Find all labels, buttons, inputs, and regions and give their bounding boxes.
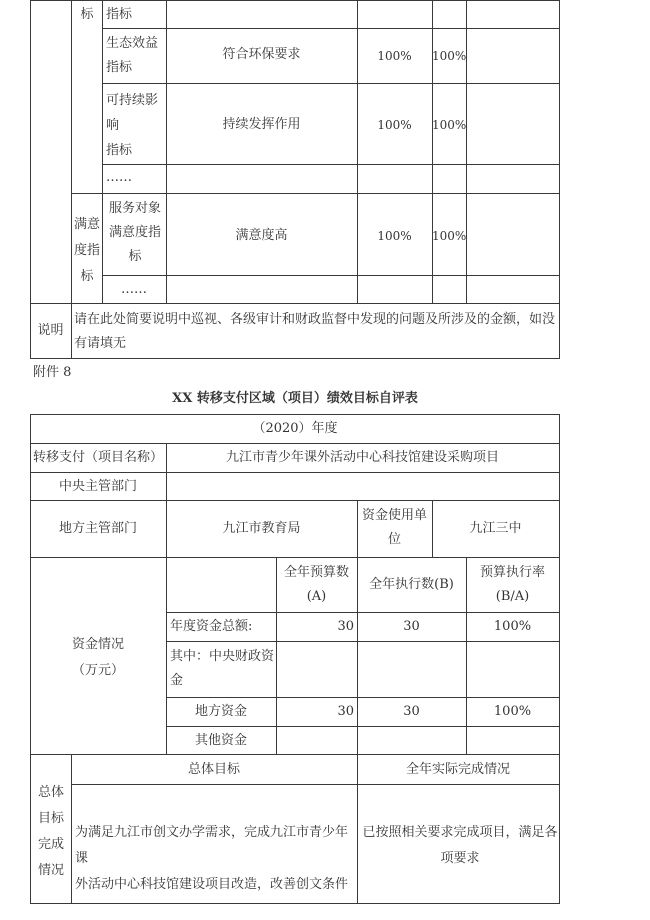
budget-header: 全年预算数 (A) bbox=[283, 565, 349, 604]
sustainability-indicator-value: 持续发挥作用 bbox=[222, 117, 301, 132]
page-title: XX 转移支付区域（项目）绩效目标自评表 bbox=[172, 391, 418, 406]
year-header: （2020）年度 bbox=[252, 421, 338, 436]
sustainability-actual: 100% bbox=[432, 118, 467, 132]
eco-indicator-value: 符合环保要求 bbox=[222, 47, 301, 62]
satisfaction-indicator-value: 满意度高 bbox=[235, 228, 288, 243]
fund-row-name: 其中：中央财政资 金 bbox=[170, 649, 275, 688]
eco-benefit-indicator: 生态效益 指标 bbox=[106, 36, 159, 75]
table1-line bbox=[102, 0, 103, 303]
indicator-name-fragment: 指标 bbox=[106, 7, 133, 22]
central-dept-label: 中央主管部门 bbox=[58, 479, 137, 494]
table2-line bbox=[30, 472, 560, 473]
local-dept-label: 地方主管部门 bbox=[58, 521, 137, 536]
fund-row-name: 地方资金 bbox=[194, 704, 247, 719]
indicator-category-fragment: 标 bbox=[80, 7, 94, 22]
table1-line bbox=[466, 0, 467, 303]
execution-header: 全年执行数(B) bbox=[369, 577, 454, 592]
fund-row-budget: 30 bbox=[337, 704, 354, 719]
eco-actual: 100% bbox=[432, 49, 467, 63]
satisfaction-actual: 100% bbox=[432, 229, 467, 243]
sustainability-target: 100% bbox=[377, 118, 412, 132]
table1-border bbox=[30, 0, 31, 358]
actual-completion-header: 全年实际完成情况 bbox=[405, 762, 510, 777]
fund-user-label: 资金使用单 位 bbox=[361, 508, 427, 547]
table2-line bbox=[166, 641, 560, 642]
table1-line bbox=[102, 275, 560, 276]
table2-line bbox=[166, 697, 560, 698]
execution-rate-header: 预算执行率 (B/A) bbox=[479, 565, 545, 604]
fund-row-rate: 100% bbox=[493, 619, 532, 634]
sustainability-indicator: 可持续影 响 指标 bbox=[106, 93, 159, 158]
transfer-project-name: 九江市青少年课外活动中心科技馆建设采购项目 bbox=[225, 450, 499, 465]
table1-line bbox=[102, 28, 560, 29]
table2-line bbox=[30, 500, 560, 501]
overall-goal-text: 为满足九江市创文办学需求，完成九江市青少年课 外活动中心科技馆建设项目改造，改善创文条件 bbox=[75, 825, 349, 892]
note-label: 说明 bbox=[37, 323, 64, 338]
fund-row-name: 其他资金 bbox=[194, 733, 247, 748]
fund-row-rate: 100% bbox=[493, 704, 532, 719]
ellipsis-row: …… bbox=[121, 282, 147, 297]
table1-line bbox=[30, 303, 560, 304]
satisfaction-target: 100% bbox=[377, 229, 412, 243]
table2-line bbox=[166, 612, 560, 613]
table2-line bbox=[30, 443, 560, 444]
funds-label: 资金情况 （万元） bbox=[71, 637, 124, 678]
satisfaction-indicator: 服务对象 满意度指 标 bbox=[108, 201, 161, 264]
satisfaction-category: 满意 度指 标 bbox=[73, 217, 100, 284]
fund-row-exec: 30 bbox=[403, 704, 420, 719]
transfer-label: 转移支付（项目名称） bbox=[32, 450, 163, 465]
table1-border bbox=[559, 0, 560, 358]
eco-target: 100% bbox=[377, 49, 412, 63]
actual-completion-text: 已按照相关要求完成项目，满足各 项要求 bbox=[362, 825, 558, 866]
table2-line bbox=[71, 784, 560, 785]
table2-line bbox=[166, 726, 560, 727]
table1-bottom-border bbox=[30, 358, 560, 359]
table2-border bbox=[559, 414, 560, 903]
overall-goal-header: 总体目标 bbox=[187, 762, 240, 777]
table2-line bbox=[30, 557, 560, 558]
fund-row-name: 年度资金总额: bbox=[170, 619, 253, 634]
table2-bottom-border bbox=[30, 903, 560, 904]
fund-row-budget: 30 bbox=[337, 619, 354, 634]
table1-line bbox=[71, 0, 72, 358]
attachment-label: 附件 8 bbox=[33, 365, 72, 380]
fund-row-exec: 30 bbox=[403, 619, 420, 634]
fund-user-value: 九江三中 bbox=[469, 521, 522, 536]
table1-line bbox=[102, 83, 560, 84]
table2-top-border bbox=[30, 414, 560, 415]
note-text: 请在此处简要说明中巡视、各级审计和财政监督中发现的问题及所涉及的金额，如没 有请填无 bbox=[74, 312, 556, 351]
ellipsis-row: …… bbox=[106, 170, 132, 185]
table1-line bbox=[102, 164, 560, 165]
local-dept-value: 九江市教育局 bbox=[222, 521, 301, 536]
overall-goal-label: 总体 目标 完成 情况 bbox=[37, 785, 64, 878]
table2-line bbox=[30, 754, 560, 755]
table1-top-border bbox=[30, 0, 560, 1]
table1-line bbox=[71, 193, 560, 194]
